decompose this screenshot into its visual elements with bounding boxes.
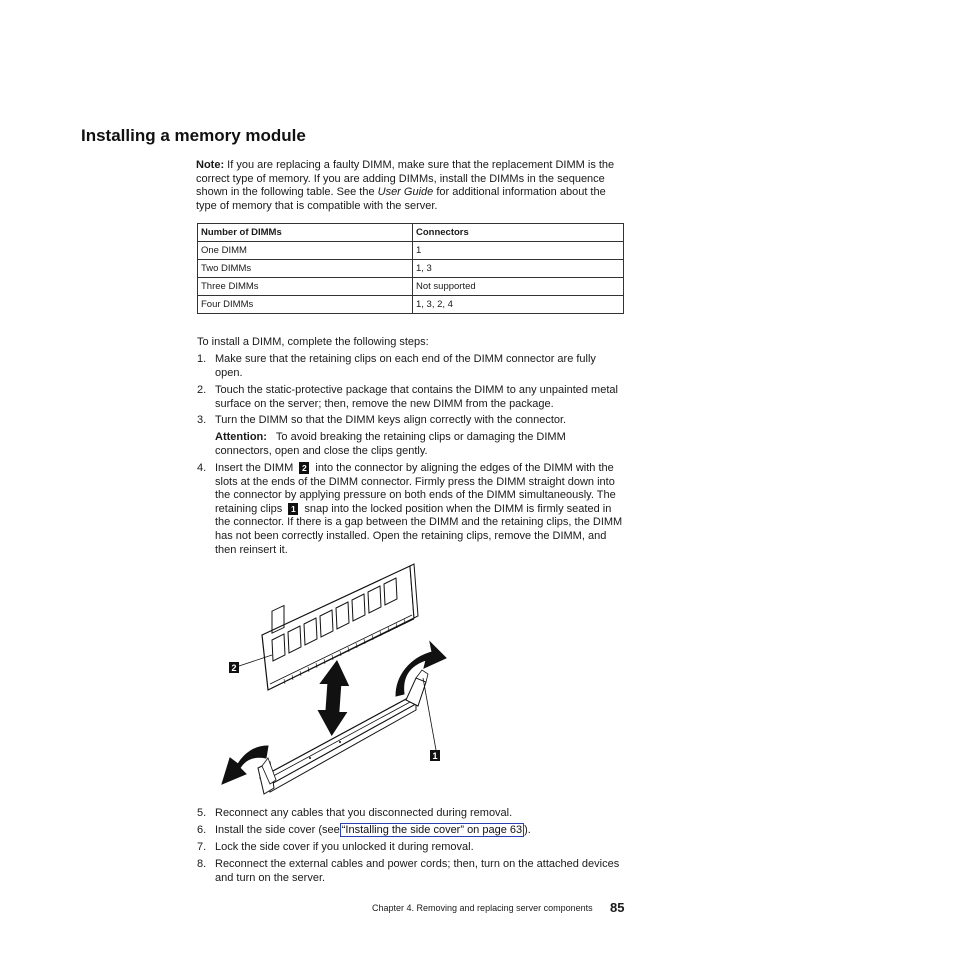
step-4 — [197, 462, 627, 558]
footer-chapter: Chapter 4. Removing and replacing server components — [372, 903, 593, 913]
step-6-text-a: Install the side cover (see — [215, 824, 340, 836]
insert-direction-arrow — [316, 660, 351, 736]
step-number: 1. — [197, 353, 207, 365]
note-paragraph — [196, 159, 626, 213]
step-text: Turn the DIMM so that the DIMM keys align correctly with the connector. — [215, 414, 567, 426]
table-cell: Two DIMMs — [198, 260, 413, 278]
step-6-text-b: ). — [524, 824, 531, 836]
table-cell: 1, 3, 2, 4 — [413, 296, 624, 314]
user-guide-reference: User Guide — [377, 186, 434, 199]
note-label: Note: — [196, 159, 225, 171]
table-cell: 1, 3 — [413, 260, 624, 278]
note-text-before: If you are replacing a faulty DIMM, make sure that the replacement DIMM is the correct type of memory. If you are adding DIMMs, install the DIMMs in the sequence shown in the following table. See the — [196, 159, 615, 199]
attention-label: Attention: — [215, 431, 267, 443]
steps-intro: To install a DIMM, complete the following steps: — [197, 336, 429, 348]
step-text: Reconnect any cables that you disconnected during removal. — [215, 807, 513, 819]
step-number: 4. — [197, 462, 207, 474]
step-number: 7. — [197, 841, 207, 853]
step-text — [215, 824, 625, 838]
dimm-sequence-table — [197, 223, 624, 314]
table-header-row — [198, 224, 624, 242]
page-number: 85 — [610, 900, 625, 915]
step-8 — [197, 858, 627, 886]
step-4-text-c: snap into the locked position when the DIMM is firmly seated in the connector. If there is a gap between the DIMM and the retaining clips, the DIMM has not been correctly installed. Open the retaining clips, remove the DIMM, and then reinsert it. — [215, 502, 623, 556]
column-header-number: Number of DIMMs — [198, 224, 413, 242]
callout-badge-dimm: 2 — [299, 462, 309, 474]
step-3 — [197, 414, 627, 428]
column-header-connectors: Connectors — [413, 224, 624, 242]
step-5 — [197, 807, 627, 821]
step-text: Lock the side cover if you unlocked it during removal. — [215, 841, 474, 853]
step-number: 3. — [197, 414, 207, 426]
step-number: 8. — [197, 858, 207, 870]
step-number: 5. — [197, 807, 207, 819]
table-cell: Four DIMMs — [198, 296, 413, 314]
step-2 — [197, 384, 627, 412]
table-cell: Not supported — [413, 278, 624, 296]
table-cell: One DIMM — [198, 242, 413, 260]
table-row — [198, 296, 624, 314]
left-retaining-clip — [258, 758, 276, 794]
attention-text: To avoid breaking the retaining clips or damaging the DIMM connectors, open and close the clips gently. — [215, 431, 566, 457]
table-row — [198, 260, 624, 278]
side-cover-link[interactable]: “Installing the side cover” on page 63 — [341, 824, 523, 836]
step-text — [215, 462, 625, 557]
step-4-text-a: Insert the DIMM — [215, 462, 294, 474]
table-row — [198, 278, 624, 296]
step-number: 6. — [197, 824, 207, 836]
table-cell: Three DIMMs — [198, 278, 413, 296]
callout-marker-clip-label: 1 — [432, 751, 438, 761]
step-4-text-b: into the connector by aligning the edges of the DIMM with the slots at the ends of the DIMM connector. Firmly press the DIMM straight down into the connector by applying pressure on both ends of the DIMM simultaneously. The retaining clips — [215, 462, 616, 515]
attention-notice — [215, 431, 625, 458]
step-1 — [197, 353, 627, 381]
table-row — [198, 242, 624, 260]
step-text: Reconnect the external cables and power cords; then, turn on the attached devices and turn on the server. — [215, 858, 620, 884]
step-7 — [197, 841, 627, 855]
table-cell: 1 — [413, 242, 624, 260]
note-text-after: for additional information about the type of memory that is compatible with the server. — [196, 186, 606, 212]
callout-marker-dimm-label: 2 — [231, 663, 237, 673]
callout-badge-clip: 1 — [288, 503, 298, 515]
step-text: Touch the static-protective package that contains the DIMM to any unpainted metal surface on the server; then, remove the new DIMM from the package. — [215, 384, 618, 410]
step-text: Make sure that the retaining clips on each end of the DIMM connector are fully open. — [215, 353, 596, 379]
step-6 — [197, 824, 627, 838]
step-number: 2. — [197, 384, 207, 396]
section-title: Installing a memory module — [81, 126, 306, 145]
dimm-installation-illustration — [210, 560, 450, 800]
